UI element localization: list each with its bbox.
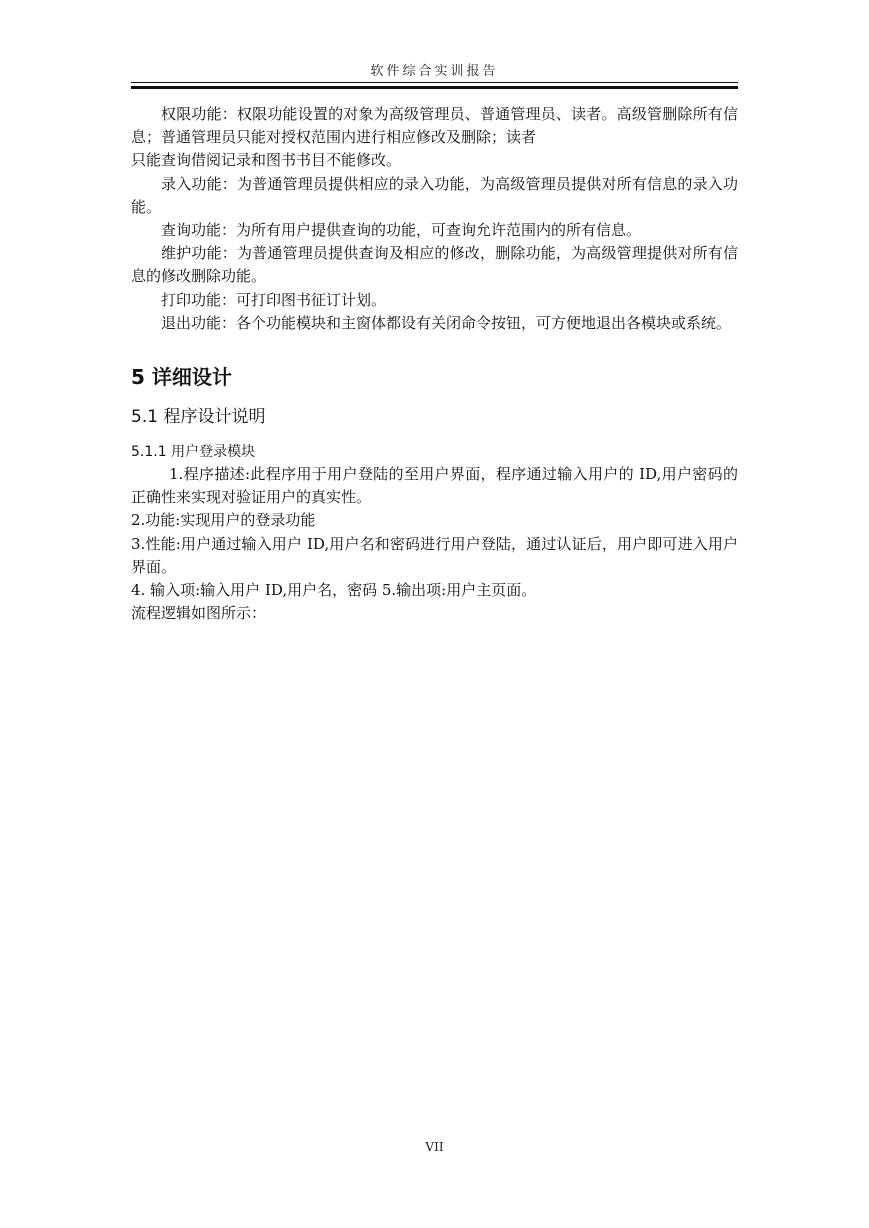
paragraph-permission-cont: 只能查询借阅记录和图书书目不能修改。 [131,151,402,170]
paragraph-exit: 退出功能：各个功能模块和主窗体都设有关闭命令按钮，可方便地退出各模块或系统。 [161,313,732,332]
item-description: 1.程序描述:此程序用于用户登陆的至用户界面，程序通过输入用户的 ID,用户密码的正确性来实现对验证用户的真实性。 [131,465,738,507]
paragraph-query: 查询功能：为所有用户提供查询的功能，可查询允许范围内的所有信息。 [161,221,642,240]
item-function: 2.功能:实现用户的登录功能 [131,511,316,530]
item-input-output: 4. 输入项:输入用户 ID,用户名，密码 5.输出项:用户主页面。 [131,581,537,600]
header-rule-thin [131,82,738,83]
paragraph-print: 打印功能：可打印图书征订计划。 [161,290,387,309]
page-number: VII [425,1140,444,1154]
section-heading: 5 详细设计 [131,365,232,390]
paragraph-maintenance: 维护功能：为普通管理员提供查询及相应的修改，删除功能，为高级管理提供对所有信息的修改删除功能。 [131,244,738,286]
paragraph-permission: 权限功能：权限功能设置的对象为高级管理员、普通管理员、读者。高级管删除所有信息；普通管理员只能对授权范围内进行相应修改及删除；读者 [131,105,738,147]
paragraph-entry: 录入功能：为普通管理员提供相应的录入功能，为高级管理员提供对所有信息的录入功能。 [131,174,738,216]
item-performance: 3.性能:用户通过输入用户 ID,用户名和密码进行用户登陆，通过认证后，用户即可进入用户界面。 [131,534,738,576]
item-flow-logic: 流程逻辑如图所示： [131,604,267,623]
header-rule-thick [131,86,738,89]
page-content [131,103,738,625]
subsection-heading: 5.1 程序设计说明 [131,407,266,428]
subsubsection-heading: 5.1.1 用户登录模块 [131,444,256,461]
page-header: 软件综合实训报告 [370,64,499,79]
